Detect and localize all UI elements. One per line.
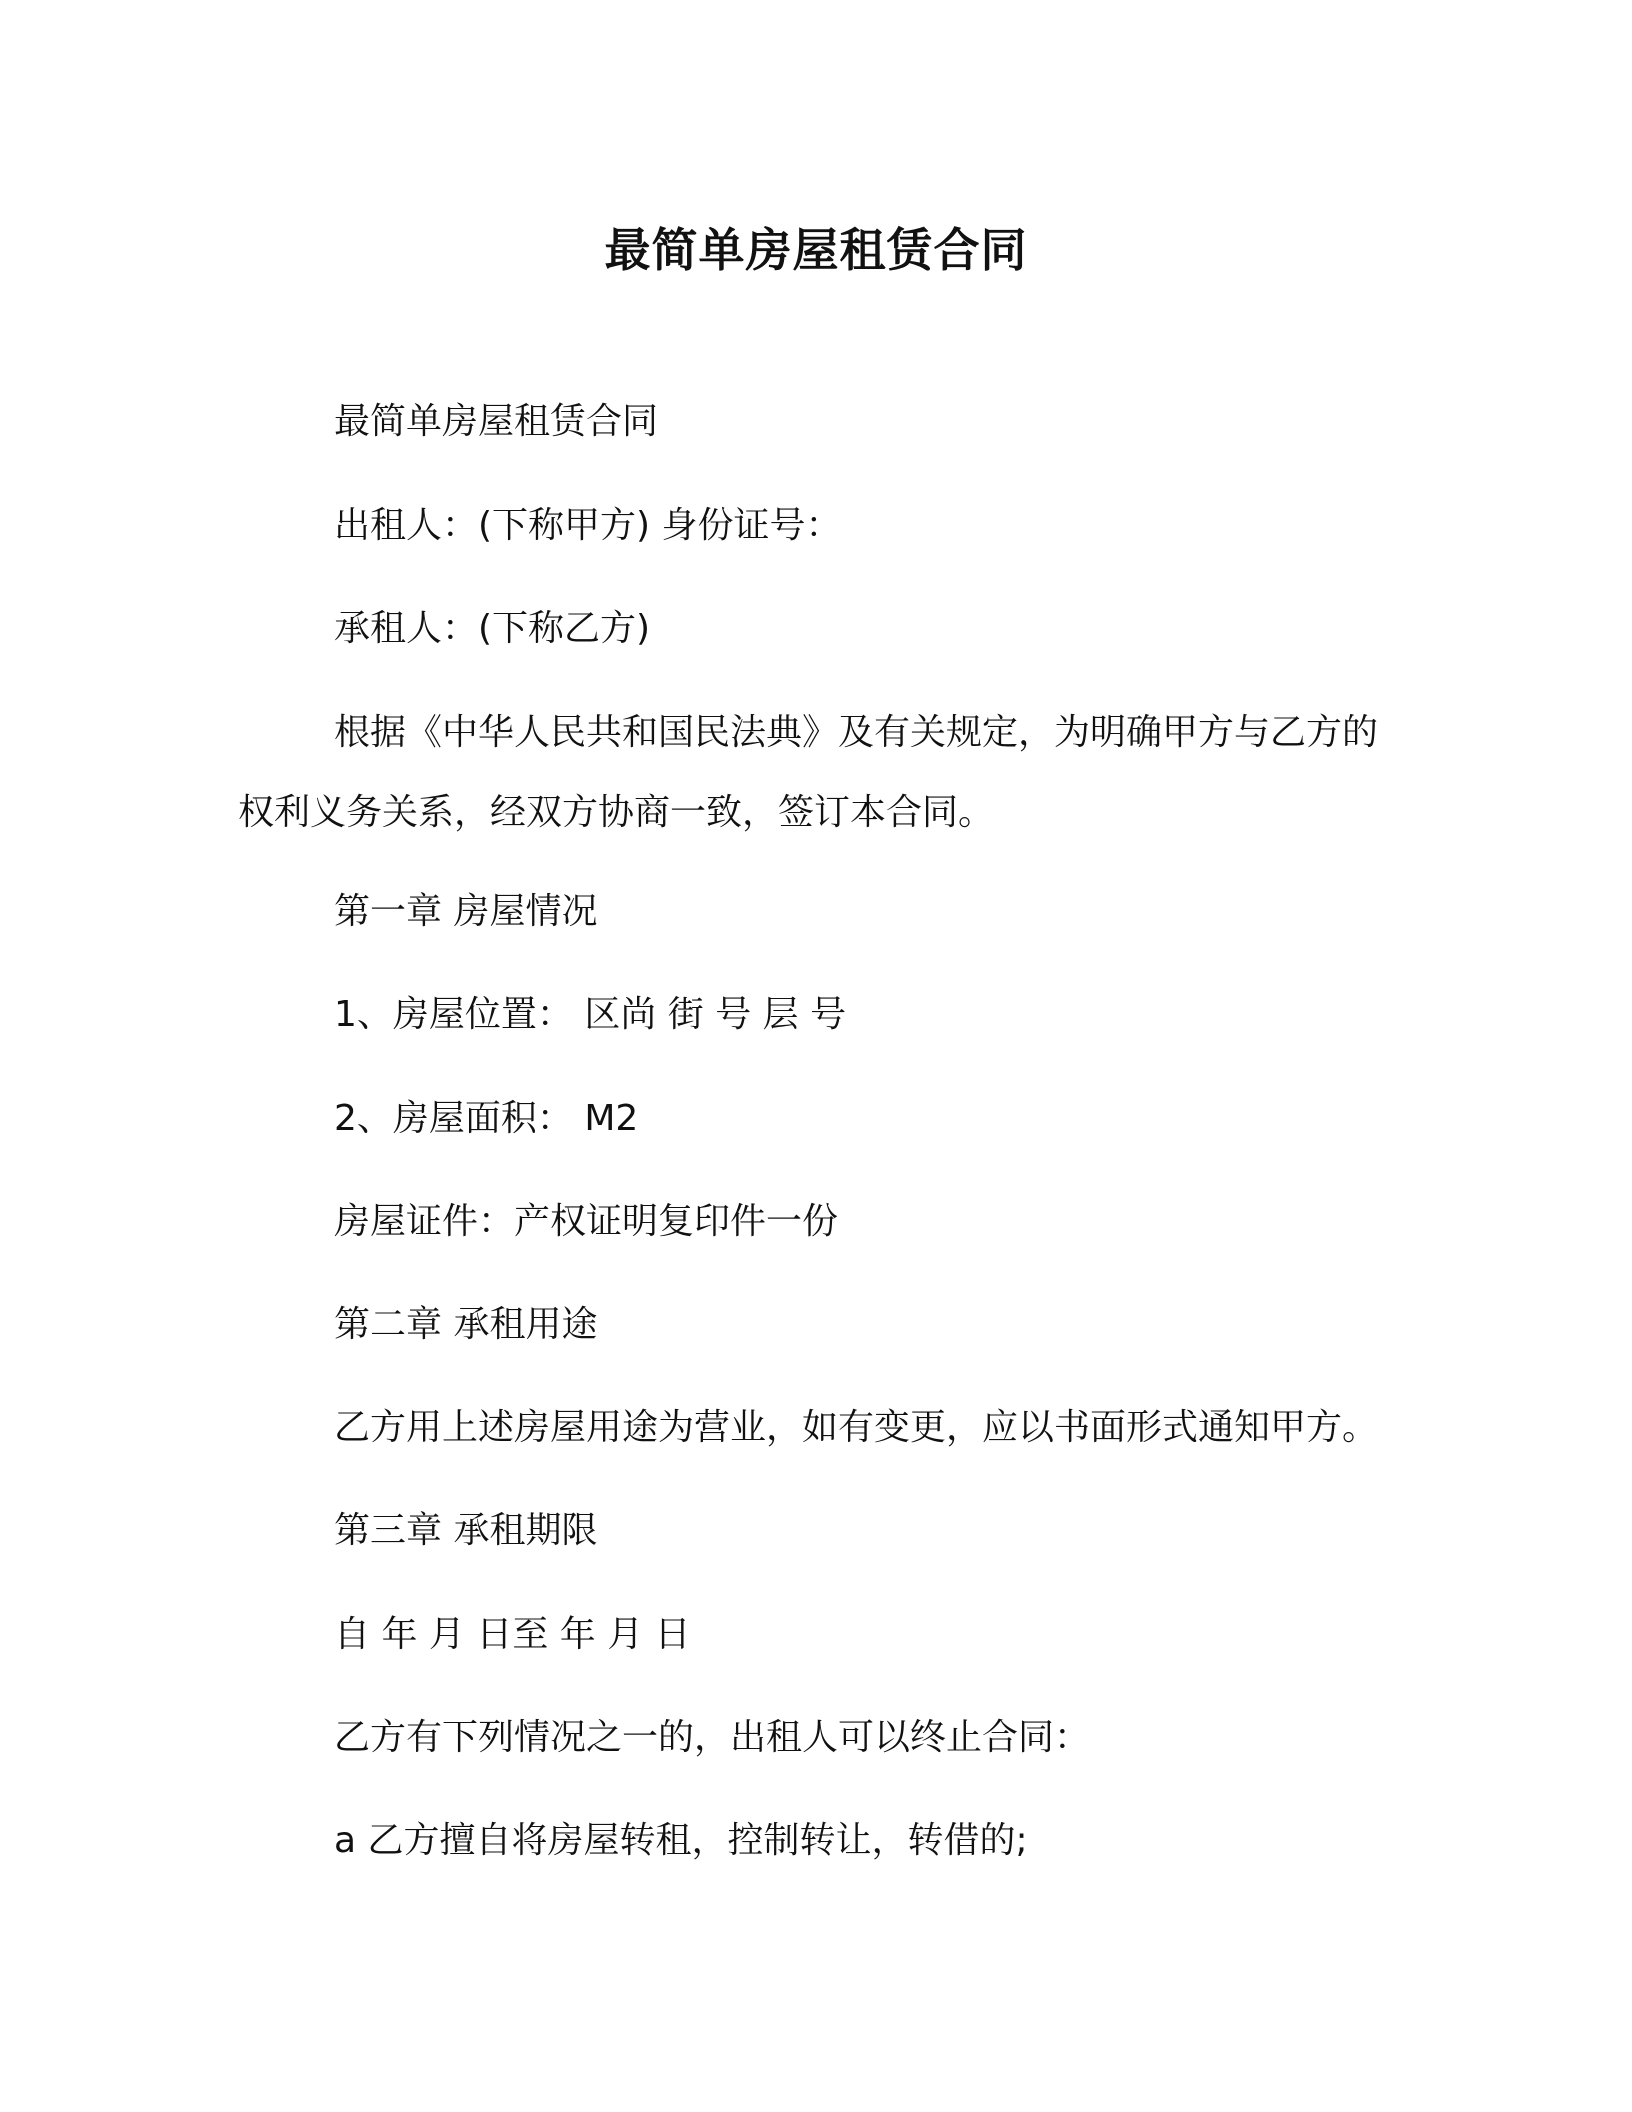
house-area-line: 2、房屋面积： M2 bbox=[334, 1098, 639, 1139]
chapter-three-heading: 第三章 承租期限 bbox=[334, 1510, 598, 1551]
term-dates-line: 自 年 月 日至 年 月 日 bbox=[334, 1614, 691, 1655]
chapter-one-heading: 第一章 房屋情况 bbox=[334, 891, 598, 932]
usage-paragraph: 乙方用上述房屋用途为营业，如有变更，应以书面形式通知甲方。 bbox=[334, 1407, 1379, 1448]
preamble-paragraph: 根据《中华人民共和国民法典》及有关规定，为明确甲方与乙方的权利义务关系，经双方协商一致，签订本合同。 bbox=[238, 712, 1379, 833]
lessor-line: 出租人：(下称甲方) 身份证号： bbox=[334, 505, 842, 546]
document-title: 最简单房屋租赁合同 bbox=[604, 223, 1028, 277]
house-location-line: 1、房屋位置： 区尚 街 号 层 号 bbox=[334, 994, 847, 1035]
subtitle-paragraph: 最简单房屋租赁合同 bbox=[334, 401, 659, 442]
chapter-two-heading: 第二章 承租用途 bbox=[334, 1304, 598, 1345]
termination-intro-line: 乙方有下列情况之一的，出租人可以终止合同： bbox=[334, 1717, 1091, 1758]
termination-item-a: a 乙方擅自将房屋转租，控制转让，转借的; bbox=[334, 1820, 1028, 1861]
house-certificate-line: 房屋证件：产权证明复印件一份 bbox=[334, 1201, 839, 1242]
lessee-line: 承租人：(下称乙方) bbox=[334, 608, 651, 649]
